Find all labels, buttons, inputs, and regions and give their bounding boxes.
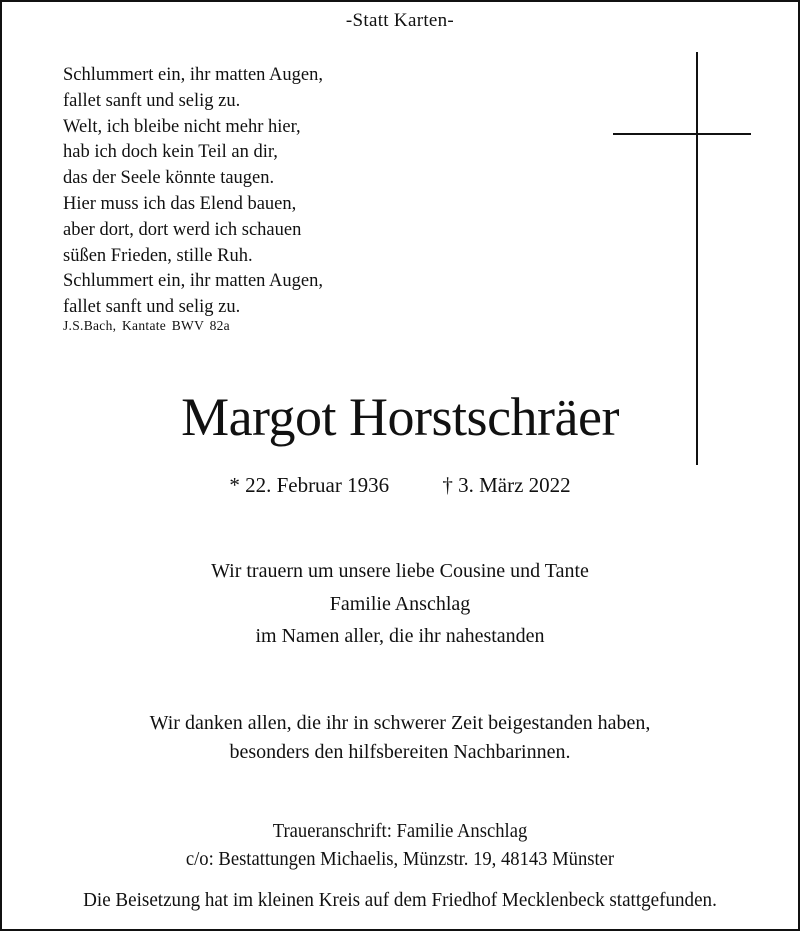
- address-line: c/o: Bestattungen Michaelis, Münzstr. 19, 48143 Münster: [185, 848, 615, 870]
- birth-date: * 22. Februar 1936: [229, 473, 390, 497]
- poem-line: Schlummert ein, ihr matten Augen,: [63, 65, 323, 85]
- deceased-name: Margot Horstschräer: [181, 387, 619, 447]
- thanks-line: besonders den hilfsbereiten Nachbarinnen.: [229, 741, 571, 763]
- poem-line: Schlummert ein, ihr matten Augen,: [63, 271, 323, 292]
- poem-line: hab ich doch kein Teil an dir,: [63, 142, 278, 163]
- poem-line: fallet sanft und selig zu.: [63, 297, 241, 318]
- header-statt-karten: -Statt Karten-: [345, 10, 455, 31]
- cross-horizontal-bar: [613, 133, 751, 135]
- poem-line: das der Seele könnte taugen.: [63, 168, 275, 189]
- thanks-line: Wir danken allen, die ihr in schwerer Zeit beigestanden haben,: [149, 712, 651, 734]
- poem: [63, 63, 323, 321]
- address-line: Traueranschrift: Familie Anschlag: [272, 820, 528, 842]
- mourners-line: Wir trauern um unsere liebe Cousine und Tante: [211, 560, 589, 582]
- mourning-address: [30, 817, 770, 873]
- death-date: † 3. März 2022: [442, 473, 571, 497]
- mourners-line: im Namen aller, die ihr nahestanden: [255, 625, 545, 647]
- poem-line: aber dort, dort werd ich schauen: [63, 219, 302, 240]
- poem-line: Welt, ich bleibe nicht mehr hier,: [63, 116, 301, 137]
- poem-line: fallet sanft und selig zu.: [63, 90, 241, 111]
- burial-note: Die Beisetzung hat im kleinen Kreis auf dem Friedhof Mecklenbeck stattgefunden.: [83, 889, 717, 911]
- life-dates: [2, 473, 798, 498]
- mourners-block: [2, 555, 798, 653]
- mourners-family: Familie Anschlag: [329, 592, 471, 615]
- thanks-block: [2, 709, 798, 767]
- poem-line: süßen Frieden, stille Ruh.: [63, 245, 253, 266]
- poem-line: Hier muss ich das Elend bauen,: [63, 193, 297, 214]
- poem-attribution: J.S.Bach, Kantate BWV 82a: [63, 318, 230, 333]
